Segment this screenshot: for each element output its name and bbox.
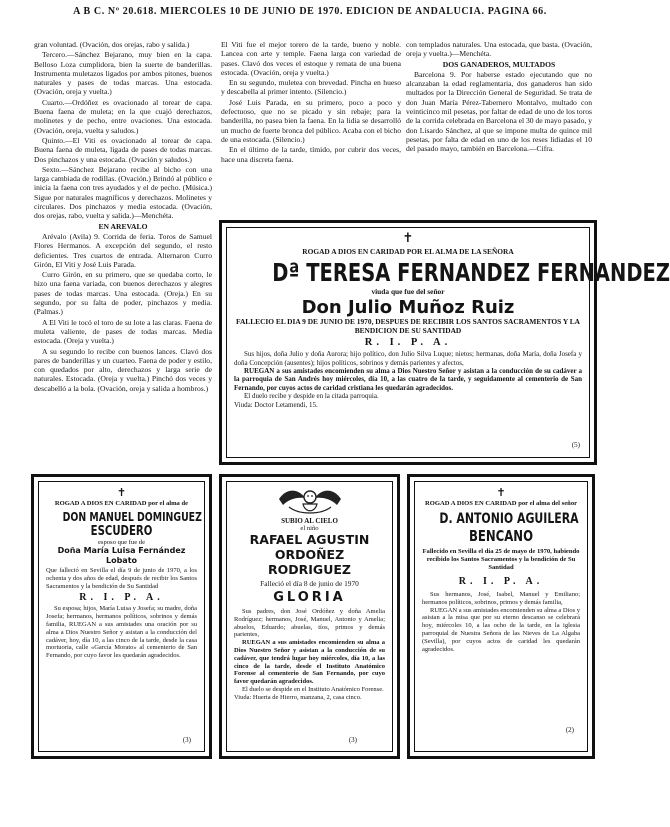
deceased-name-line1: DON MANUEL DOMINGUEZ <box>62 510 202 524</box>
deceased-name-line2: BENCANO <box>468 527 534 545</box>
ad-number: (3) <box>348 736 357 744</box>
paragraph: Cuarto.—Ordóñez es ovacionado al torear de capa. Buena faena de muleta; en la que cuajó derechazos, molinetes y de pecho, entre ovaciones. Una estocada. (Ovación, oreja, vuelta y saludos.) <box>34 97 212 135</box>
paragraph: Sexto.—Sánchez Bejarano recibe al bicho con una larga cambiada de rodillas. (Ovación.) Brindó al público e inicia la faena con tres ayudados y el de pecho. (Música.) Sigue por naturales magníficos y derechazos. Molinetes y circulares. Dos pinchazos y media estocada. (Ovación, dos orejas, rabo, vuelta y salida.)—Menchéta. <box>34 164 212 221</box>
deceased-name: Dª TERESA FERNANDEZ FERNANDEZ <box>272 258 670 287</box>
rip-text: R. I. P. A. <box>364 337 452 349</box>
deceased-name: RAFAEL AGUSTIN ORDOÑEZ RODRIGUEZ <box>249 532 370 577</box>
death-date-line: Que falleció en Sevilla el día 9 de junio de 1970, a los ochenta y dos años de edad, después de recibir los Santos Sacramentos y la bendición de Su Santidad <box>46 567 197 590</box>
paragraph: A El Viti le tocó el toro de su lote a las claras. Faena de muleta valiente, de pases de todas marcas. Media estocada. (Oreja y vuelta.) <box>34 317 212 346</box>
death-date-line: FALLECIO EL DIA 9 DE JUNIO DE 1970, DESPUES DE RECIBIR LOS SANTOS SACRAMENTOS Y LA BENDICION DE SU SANTIDAD <box>235 317 580 335</box>
ad-number: (5) <box>571 441 580 449</box>
cross-icon: ✝ <box>116 486 127 499</box>
address-text: Viuda: Doctor Letamendi, 15. <box>234 400 318 409</box>
section-heading: DOS GANADEROS, MULTADOS <box>442 59 556 69</box>
section-heading: EN AREVALO <box>98 221 148 231</box>
obituary-manuel-dominguez <box>31 474 212 759</box>
deceased-name-line1: D. ANTONIO AGUILERA <box>439 511 579 527</box>
gloria-text: GLORIA <box>273 590 346 605</box>
cross-icon: ✝ <box>496 486 506 499</box>
paragraph: A su segundo lo recibe con buenos lances. Clavó dos pares de banderillas y un cuarteo. Faena de poder y estilo, con quedados por alto, derechazos y larga serie de naturales. Estocada. (Oreja y vuelta.) Pinchó dos veces y descabelló a la bola. (Ovación, oreja y salida a hombros.) <box>34 346 212 393</box>
page-header: A B C. Nº 20.618. MIERCOLES 10 DE JUNIO DE 1970. EDICION DE ANDALUCIA. PAGINA 66. <box>73 6 547 17</box>
death-date-line: Fallecido en Sevilla el día 25 de mayo de 1970, habiendo recibido los Santos Sacramentos y la bendición de Su Santidad <box>422 548 580 571</box>
subio-al-cielo: SUBIO AL CIELO <box>281 517 338 525</box>
request-text: RUEGAN a sus amistades encomienden su alma a Dios y asistan a la misa que por su eterno descanso se celebrará hoy, miércoles 10, a las ocho de la tarde, en la iglesia parroquial de Nuestra Señora de las Nieves de La Algaba (Sevilla), por cuyos actos de caridad les quedarán agradecidos. <box>422 606 581 653</box>
rip-text: R. I. P. A. <box>458 576 544 587</box>
paragraph: José Luis Parada, en su primero, poco a poco y defectuoso, que no se picado y sin rebaje; para la banderilla, no pasea bien la faena. En la lidia se desarrolló un mucho de fuerte bronca del público. Acaba con el bicho de una estocada. (Silencio.) <box>221 97 401 144</box>
rip-text: R. I. P. A. <box>79 592 164 604</box>
address-text: Viuda: Huerta de Hierro, manzana, 2, casa cinco. <box>234 693 362 701</box>
obituary-pray-line: ROGAD A DIOS EN CARIDAD por el alma de <box>54 500 189 507</box>
paragraph: gran voluntad. (Ovación, dos orejas, rabo y salida.) <box>34 40 190 49</box>
paragraph: Barcelona 9. Por haberse estado ejecutando que no alcanzaban la edad reglamentaria, dos ganaderos han sido multados por la Dirección General de Seguridad. Se trata de don Juan María Pérez-Tabernero Montalvo, multado con veinticinco mil pesetas, por faltar de edad de uno de los toros de la corrida celebrada en Barcelona el 30 de mayo pasado, y don Lisardo Sánchez, al que se impone multa de quince mil pesetas, por falta de edad en uno de los reses lidiadas el 10 del pasado mayo, también en Barcelona.—Cifra. <box>406 69 592 154</box>
paragraph: El Viti fue el mejor torero de la tarde, bueno y noble. Lancea con arte y temple. Faena larga con variedad de pases. Clavó dos veces el estoque y remata de una buena estocada. (Ovación, oreja y vuelta.) <box>221 40 401 77</box>
obituary-antonio-aguilera <box>407 474 595 759</box>
paragraph: Curro Girón, en su primero, que se quedaba corto, le hizo una faena variada, con buenos derechazos y alegres pases de todas marcas. Una estocada. (Oreja.) En su segundo, por su falta de poder, pinchazos y media. (Palmas.) <box>34 270 212 317</box>
ad-number: (2) <box>565 726 574 734</box>
column-bullfight-reports <box>34 40 212 472</box>
family-text: Sus hermanos, José, Isabel, Manuel y Emiliano; hermanos políticos, sobrinos, primos y demás familia, <box>422 591 580 606</box>
spouse-intro: esposo que fue de <box>97 539 146 546</box>
request-text: RUEGAN a sus amistades encomienden su alma a Dios Nuestro Señor y asistan a la conducción de su cadáver a la parroquia de San Andrés hoy miércoles, día 10, a las cuatro de la tarde, y seguidamente al cementerio de San Fernando, por cuyos actos de caridad cristiana les quedarán agradecidos. <box>234 367 582 392</box>
duelo-text: El duelo recibe y despide en la citada parroquia. <box>244 392 379 401</box>
column-right-report <box>406 40 592 215</box>
death-date-line: Falleció el día 8 de junio de 1970 <box>260 579 359 588</box>
husband-name: Don Julio Muñoz Ruiz <box>301 297 515 318</box>
child-label: el niño <box>300 525 319 532</box>
cross-icon: ✝ <box>402 231 414 246</box>
cherub-angel-icon <box>275 485 345 517</box>
deceased-name-line2: ESCUDERO <box>90 524 153 539</box>
obituary-teresa-fernandez <box>219 220 670 465</box>
ad-number: (3) <box>182 736 191 744</box>
obituary-rafael-ordonez <box>219 474 400 759</box>
paragraph: En el último de la tarde, tímido, por cubrir dos veces, hace una discreta faena. <box>221 145 401 164</box>
paragraph: con templados naturales. Una estocada, que basta. (Ovación, oreja y vuelta.)—Menchéta. <box>406 40 592 59</box>
family-text: Sus padres, don José Ordóñez y doña Amelia Rodríguez; hermanos, José, Manuel, Antonio y Amelia; abuelos, Eduardo; abuelas, tíos, primos y demás parientes, <box>234 608 385 639</box>
paragraph: En su segundo, muletea con brevedad. Pincha en hueso y descabella al primer intento. (Silencio.) <box>221 78 401 97</box>
column-middle-report <box>221 40 401 215</box>
paragraph: Quinto.—El Viti es ovacionado al torear de capa. Buena faena de muleta, ligada de pases de todas marcas. Dos pinchazos y una estocada. (Ovación y saludos.) <box>34 135 212 164</box>
widow-line: viuda que fue del señor <box>371 287 445 296</box>
paragraph: Arévalo (Avila) 9. Corrida de feria. Toros de Samuel Flores Hermanos. A excepción del segundo, el resto deficientes. Tres cuartos de entrada. Alternaron Curro Girón, El Viti y José Luis Parada. <box>34 231 212 269</box>
family-text: Sus hijos, doña Julio y doña Aurora; hijo político, don Julio Silva Luque; nietos; hermanas, doña María, doña Josefa y doña Concepción (ausentes); hijos políticos, sobrinos y demás parientes y afectos, <box>234 350 582 367</box>
family-request-text: Su esposa; hijos, María Luisa y Josefa; su madre, doña Josefa; hermanos, hermanos políticos, sobrinos y demás familia, RUEGAN a sus amistades una oración por su alma a Dios Nuestro Señor y asistan a la conducción del cadáver, hoy, día 10, a las cinco de la tarde, desde la casa mortuoria, calle «García Morato» al cementerio de San Fernando, por cuyo favor les quedarán agradecidos. <box>46 605 197 660</box>
request-text: RUEGAN a sus amistades encomienden su alma a Dios Nuestro Señor y asistan a la conducción de su cadáver, que tendrá lugar hoy miércoles, día 10, a las cinco de la tarde, desde el Instituto Anatómico Forense al cementerio de San Fernando, por cuyo favor quedarán agradecidos. <box>234 639 385 686</box>
spouse-name: Doña María Luisa Fernández Lobato <box>57 546 186 565</box>
paragraph: Tercero.—Sánchez Bejarano, muy bien en la capa. Belloso Loza cumplidora, bien la suerte de banderillas. Instrumenta muletazos ligados por ambos pitones, buenos naturales y pases de todas marcas. Una estocada. (Ovación, oreja y vuelta.) <box>34 50 212 97</box>
obituary-pray-line: ROGAD A DIOS EN CARIDAD por el alma del señor <box>424 500 578 507</box>
duelo-text: El duelo se despide en el Instituto Anatómico Forense. <box>242 685 384 693</box>
obituary-pray-line: ROGAD A DIOS EN CARIDAD POR EL ALMA DE LA SEÑORA <box>302 247 514 256</box>
